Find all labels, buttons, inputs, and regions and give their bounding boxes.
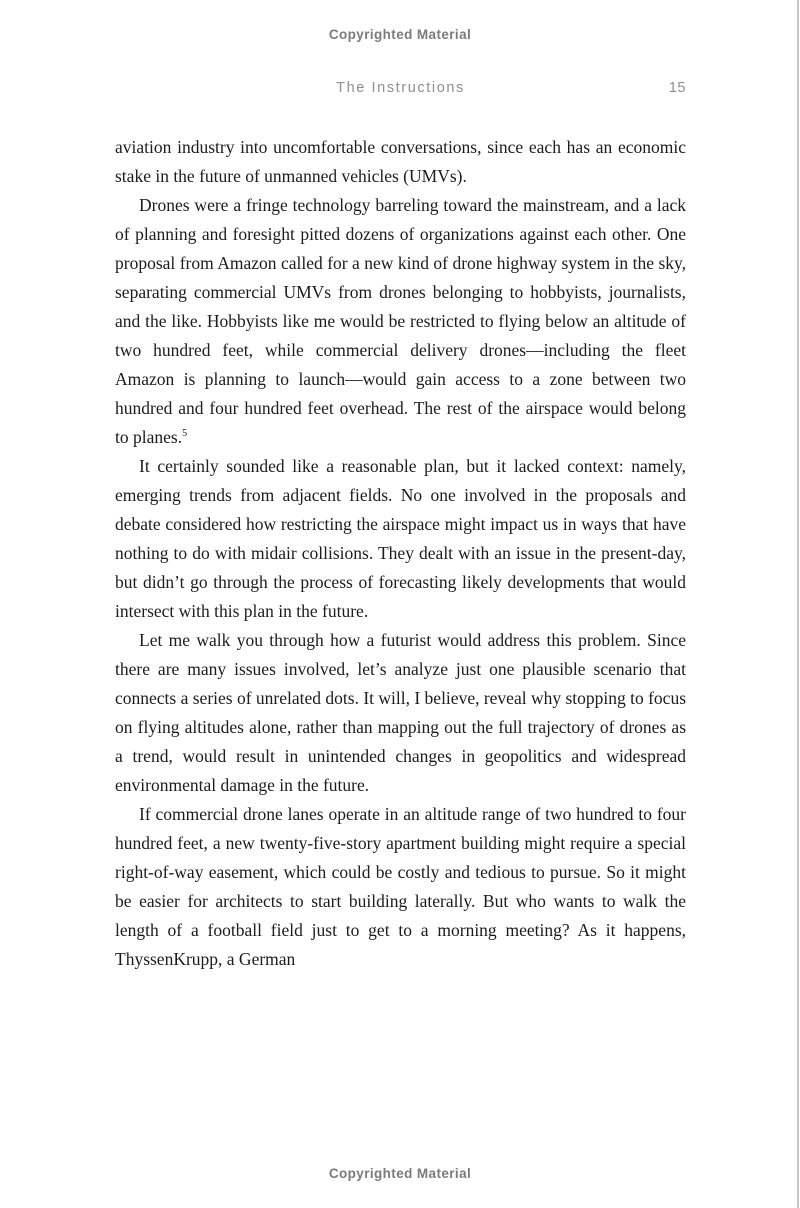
paragraph [115, 133, 686, 191]
paragraph-text: Let me walk you through how a futurist would address this problem. Since there are many issues involved, let’s analyze just one plausible scenario that connects a series of unrelated dots. It will, I believe, reveal why stopping to focus on flying altitudes alone, rather than mapping out the full trajectory of drones as a trend, would result in unintended changes in geopolitics and widespread environmental damage in the future. [115, 630, 687, 795]
footnote-reference: 5 [182, 428, 188, 440]
copyright-notice-top: Copyrighted Material [328, 27, 472, 42]
paragraph-text: If commercial drone lanes operate in an altitude range of two hundred to four hundred feet, a new twenty-five-story apartment building might require a special right-of-way easement, which could be costly and tedious to pursue. So it might be easier for architects to start building laterally. But who wants to walk the length of a football field just to get to a morning meeting? As it happens, ThyssenKrupp, a German [115, 804, 686, 969]
page-scan-edge [797, 0, 799, 1208]
paragraph-text: It certainly sounded like a reasonable plan, but it lacked context: namely, emerging trends from adjacent fields. No one involved in the proposals and debate considered how restricting the airspace might impact us in ways that have nothing to do with midair collisions. They dealt with an issue in the present-day, but didn’t go through the process of forecasting likely developments that would intersect with this plan in the future. [115, 456, 686, 621]
paragraph [115, 191, 686, 452]
chapter-title: The Instructions [336, 80, 465, 96]
paragraph-text: aviation industry into uncomfortable conversations, since each has an economic stake in the future of unmanned vehicles (UMVs). [115, 137, 686, 186]
paragraph [115, 800, 686, 974]
running-header [115, 80, 686, 100]
body-text [115, 133, 686, 974]
paragraph [115, 452, 686, 626]
page-number: 15 [668, 80, 686, 96]
paragraph [115, 626, 686, 800]
copyright-notice-bottom: Copyrighted Material [328, 1166, 472, 1181]
paragraph-text: Drones were a fringe technology barreling toward the mainstream, and a lack of planning and foresight pitted dozens of organizations against each other. One proposal from Amazon called for a new kind of drone highway system in the sky, separating commercial UMVs from drones belonging to hobbyists, journalists, and the like. Hobbyists like me would be restricted to flying below an altitude of two hundred feet, while commercial delivery drones—including the fleet Amazon is planning to launch—would gain access to a zone between two hundred and four hundred feet overhead. The rest of the airspace would belong to planes. [115, 195, 686, 447]
